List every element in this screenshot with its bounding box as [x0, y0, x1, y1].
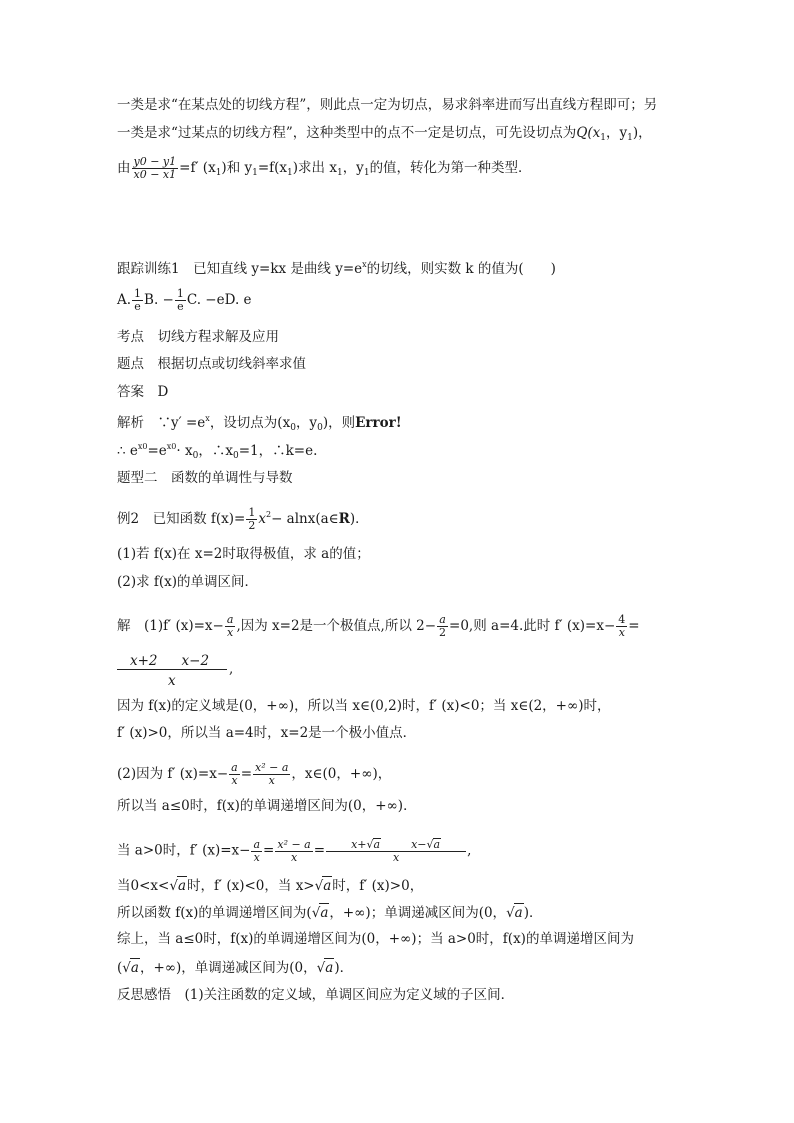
slope-fraction — [132, 156, 179, 181]
intro-solve: )求出 x — [292, 160, 337, 176]
reflection: 反思感悟 (1)关注函数的定义域，单调区间应为定义域的子区间． — [117, 987, 515, 1003]
solve-9a: 所以函数 f(x)的单调递增区间为( — [117, 905, 312, 921]
question-2: (2)求 f(x)的单调区间． — [117, 574, 259, 590]
exercise-title — [117, 256, 556, 278]
frac-a-x-1 — [225, 614, 236, 639]
frac-4-x-num: 4 — [618, 613, 626, 626]
example-end: )． — [349, 511, 369, 527]
solve-9c: )． — [523, 905, 543, 921]
solve-line-3: 因为 f(x)的定义域是(0，+∞)，所以当 x∈(0,2)时，f′ (x)<0；当 x∈(2，+∞)时， — [117, 698, 611, 714]
intro-line-3: 由 $\frac{y0 - y1}{x0 - x1}$ =f′ $(x_1)$和 $y_1=f(x_1)$求出 $x_1$，$y_1$的值，转化为第一种类型． — [117, 155, 532, 181]
solve-11c: )． — [334, 960, 354, 976]
frac-x2a-x-1 — [253, 762, 290, 787]
solve-1d: = — [628, 618, 640, 634]
intro-text-1: 一类是求“在某点处的切线方程”，则此点一定为切点，易求斜率进而写出直线方程即可；另 — [117, 97, 658, 113]
question-1: (1)若 f(x)在 x=2时取得极值，求 a的值； — [117, 546, 370, 562]
option-b: B. − — [144, 292, 174, 308]
frac-factored — [326, 838, 466, 864]
intro-comma: ，y — [606, 125, 628, 141]
solution-times: · x — [176, 443, 193, 459]
real-set: R — [338, 511, 350, 527]
solve-line-1 — [117, 614, 640, 639]
factor-left-x: x+ — [351, 838, 367, 851]
intro-close: )， — [632, 125, 652, 141]
frac-a-x-3-num: a — [253, 837, 261, 851]
solve-11-sqrt: a — [130, 960, 139, 976]
solution-k: =1，∴k=e. — [238, 443, 318, 459]
factor-left-sqrt: a — [373, 838, 381, 851]
exercise-options — [117, 288, 252, 313]
frac-4-x-den: x — [618, 626, 625, 639]
solve-9-sqrt: a — [320, 905, 329, 921]
half-den: 2 — [248, 519, 256, 532]
solve-8a: 当0<x< — [117, 878, 170, 894]
solve-line-8: 当0<x<√a时，f′ (x)<0，当 x>√a时，f′ (x)>0， — [117, 878, 424, 894]
frac-x2a-x-1-num: x² − a — [255, 761, 289, 774]
slope-den: x0 − x1 — [133, 168, 177, 181]
solve-8-sqrt2: a — [323, 878, 332, 894]
example-2: 例2 已知函数 f(x)= $\frac{1}{2}$ $x^2-$ alnx(a∈R)． — [117, 506, 369, 532]
solve-line-4: f′ (x)>0，所以当 a=4时，x=2是一个极小值点． — [117, 725, 417, 741]
solve-8b: 时，f′ (x)<0，当 x> — [187, 878, 315, 894]
frac-x2a-x-2-den: x — [290, 850, 298, 864]
option-a-den: e — [134, 300, 141, 313]
frac-a-x-3-den: x — [253, 850, 260, 864]
intro-and: )和 y — [221, 160, 253, 176]
option-c-d: C. −eD. e — [186, 292, 252, 308]
solution-therefore: ∴ e — [117, 443, 138, 459]
slope-num: y0 − y1 — [133, 155, 177, 168]
frac-x2a-x-2-num: x² − a — [277, 837, 311, 851]
solve-9b: ，+∞)；单调递减区间为(0， — [329, 905, 507, 921]
solve-1b: ,因为 x=2是一个极值点,所以 2− — [236, 618, 437, 634]
solve-5-eq: = — [240, 766, 253, 782]
option-b-den: e — [177, 300, 184, 313]
frac-factored-num: x+√a x−√a — [326, 838, 466, 852]
solve-7-eq2: = — [313, 842, 326, 859]
factor-right-x: x− — [411, 838, 427, 851]
solve-2-top-right: x−2 — [181, 653, 210, 669]
solve-8c: 时，f′ (x)>0， — [332, 878, 424, 894]
half-fraction — [246, 507, 257, 532]
exercise-title-text: 跟踪训练1 已知直线 y=kx 是曲线 y=e — [117, 261, 363, 277]
option-a-fraction — [132, 288, 143, 313]
section-title: 题型二 函数的单调性与导数 — [117, 470, 293, 486]
intro-you: 由 — [117, 160, 131, 176]
solve-line-11: (√a，+∞)，单调递减区间为(0，√a)． — [117, 960, 354, 976]
solve-line-6: 所以当 a≤0时，f(x)的单调递增区间为(0，+∞)． — [117, 798, 417, 814]
frac-a-x-2-num: a — [231, 761, 238, 774]
solve-8-sqrt: a — [177, 878, 186, 894]
solve-7-end: , — [467, 842, 472, 859]
example-text: 例2 已知函数 f(x)= — [117, 511, 246, 527]
factor-right-sqrt: a — [433, 838, 441, 851]
exercise-title-end: 的切线，则实数 k 的值为( ) — [366, 261, 556, 277]
frac-x2a-x-1-den: x — [268, 774, 275, 787]
solve-line-10: 综上，当 a≤0时，f(x)的单调递增区间为(0，+∞)；当 a>0时，f(x)的单调递增区间为 — [117, 931, 634, 947]
solution-then: )，则 — [322, 415, 356, 431]
solution-tangent: ，设切点为(x — [209, 415, 291, 431]
intro-end: 的值，转化为第一种类型． — [369, 160, 532, 176]
kaodian: 考点 切线方程求解及应用 — [117, 329, 279, 345]
intro-y: ，y — [342, 160, 364, 176]
half-num: 1 — [248, 506, 256, 519]
solve-line-9: 所以函数 f(x)的单调递增区间为(√a，+∞)；单调递减区间为(0，√a)． — [117, 905, 543, 921]
solve-5a: (2)因为 f′ (x)=x− — [117, 766, 229, 782]
frac-a-2-den: 2 — [439, 626, 447, 639]
option-b-num: 1 — [176, 287, 184, 300]
frac-x2a-x-2 — [275, 839, 312, 864]
solve-11b: ，+∞)，单调递减区间为(0， — [139, 960, 317, 976]
tidian: 题点 根据切点或切线斜率求值 — [117, 356, 306, 372]
frac-a-2 — [437, 614, 448, 639]
error-text: Error! — [355, 415, 402, 431]
solve-line-7 — [117, 838, 471, 864]
solve-2-top — [130, 652, 209, 670]
solve-7a: 当 a>0时，f′ (x)=x− — [117, 842, 251, 859]
frac-a-x-2-den: x — [231, 774, 238, 787]
solution-line-1: 解析 ∵y′ $=e^x$，设切点为($x_0$，$y_0$)，则Error! — [117, 414, 402, 433]
frac-a-x-1-den: x — [227, 626, 234, 639]
frac-a-2-num: a — [437, 614, 448, 627]
solve-1a: 解 (1)f′ (x)=x− — [117, 618, 224, 634]
solve-1c: =0,则 a=4.此时 f′ (x)=x− — [449, 618, 616, 634]
solve-2-bottom — [168, 672, 176, 690]
intro-fprime: =f′ (x — [179, 160, 216, 176]
solution-parse: 解析 ∵y′ =e — [117, 415, 206, 431]
solve-2-top-left: x+2 — [130, 653, 158, 669]
intro-line-1 — [117, 96, 657, 114]
solution-eq: =e — [147, 443, 167, 459]
fraction-bar-1 — [117, 669, 227, 670]
solve-9-sqrt2: a — [514, 905, 523, 921]
solve-11-sqrt2: a — [325, 960, 334, 976]
frac-a-x-1-num: a — [226, 613, 234, 626]
option-b-fraction — [175, 288, 186, 313]
frac-a-x-3 — [251, 839, 262, 864]
solution-x0: ，∴x — [198, 443, 233, 459]
answer: 答案 D — [117, 384, 169, 400]
exercise-sup: x — [362, 260, 367, 269]
intro-line-2: 一类是求“过某点的切线方程”，这种类型中的点不一定是切点，可先设切点为$Q(x_1$，$y_1$)， — [117, 125, 652, 143]
solve-11a: ( — [117, 960, 123, 976]
solve-2-comma: , — [229, 661, 234, 677]
intro-text-2: 一类是求“过某点的切线方程”，这种类型中的点不一定是切点，可先设切点为 — [117, 125, 577, 141]
frac-a-x-2 — [229, 762, 240, 787]
solve-5b: ，x∈(0，+∞)， — [291, 766, 392, 782]
intro-point-q: Q(x — [576, 125, 601, 141]
option-a-prefix: A. — [117, 292, 132, 308]
example-ln: − alnx(a∈ — [271, 511, 339, 527]
option-a-num: 1 — [134, 287, 142, 300]
solve-line-5 — [117, 762, 391, 787]
solve-2-bottom-x: x — [168, 673, 176, 689]
frac-factored-den: x — [392, 851, 400, 864]
solve-7-eq: = — [263, 842, 275, 859]
solution-line-2: ∴ $e^{x0}=e^{x0}\cdot x_0$，$\therefore x_0=1$，∴k=e. — [117, 442, 318, 461]
solution-y: ，y — [295, 415, 318, 431]
intro-feq: =f(x — [257, 160, 288, 176]
example-x: x — [258, 511, 266, 527]
frac-4-x — [616, 614, 627, 639]
